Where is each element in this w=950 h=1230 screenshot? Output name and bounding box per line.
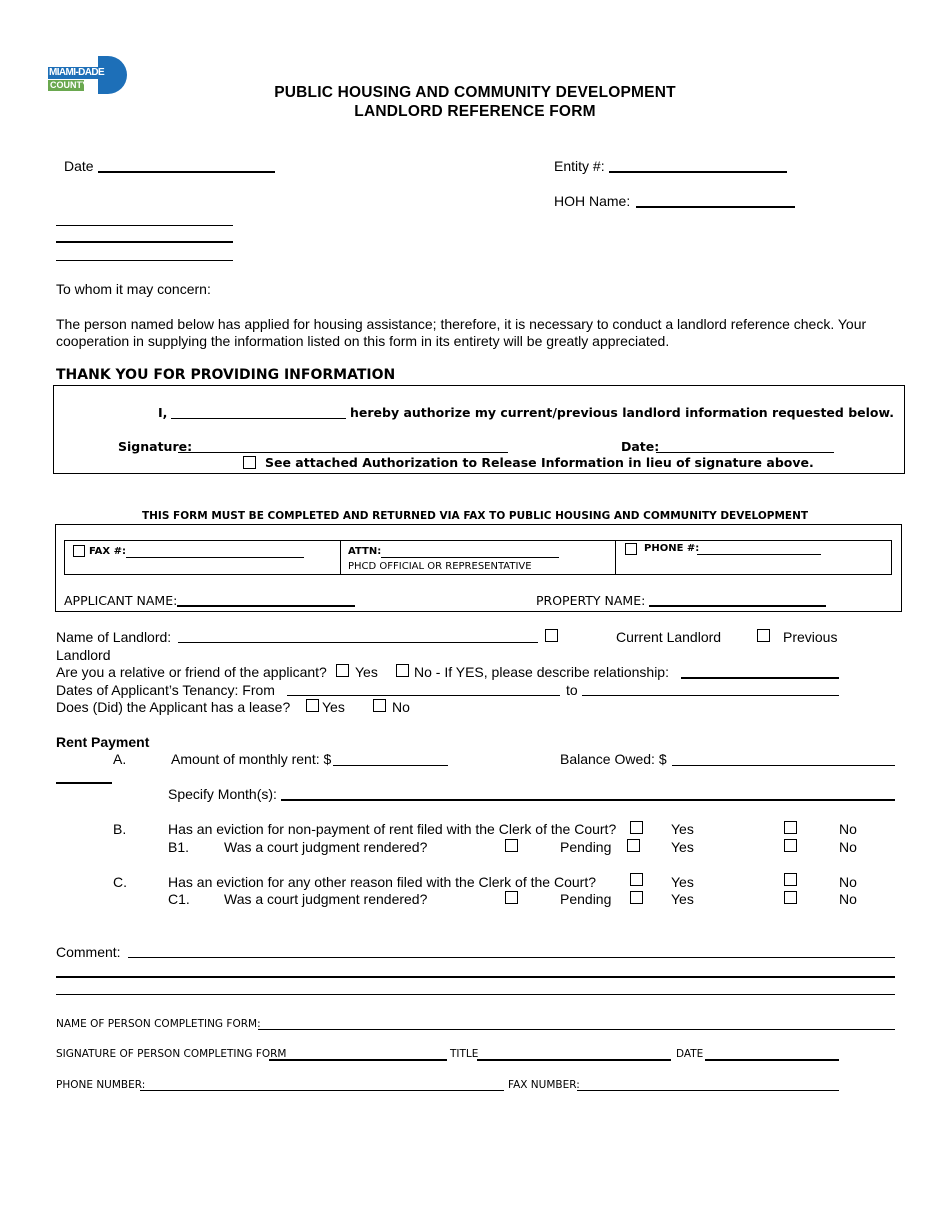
balance-field[interactable] bbox=[672, 765, 895, 766]
fax-divider-1 bbox=[340, 540, 341, 575]
relationship-field[interactable] bbox=[681, 677, 839, 679]
comment-line-2[interactable] bbox=[56, 976, 895, 978]
phcd-label: PHCD OFFICIAL OR REPRESENTATIVE bbox=[348, 561, 532, 572]
address-line-2[interactable] bbox=[56, 241, 233, 243]
page-title: PUBLIC HOUSING AND COMMUNITY DEVELOPMENT bbox=[274, 84, 676, 101]
entity-label: Entity #: bbox=[554, 158, 605, 174]
address-line-1[interactable] bbox=[56, 225, 233, 226]
tenancy-to-label: to bbox=[566, 682, 578, 698]
title-label: TITLE bbox=[450, 1048, 479, 1060]
c1-pending-label: Pending bbox=[560, 891, 612, 907]
auth-date-label: Date: bbox=[621, 439, 660, 454]
b-yes-label: Yes bbox=[671, 821, 694, 837]
page-subtitle: LANDLORD REFERENCE FORM bbox=[354, 103, 596, 120]
c-no-label: No bbox=[839, 874, 857, 890]
footer-date-field[interactable] bbox=[705, 1059, 839, 1061]
logo-line1: MIAMI-DADE bbox=[49, 67, 105, 78]
hoh-field[interactable] bbox=[636, 206, 795, 208]
lease-yes-label: Yes bbox=[322, 699, 345, 715]
letter-body-line1: The person named below has applied for housing assistance; therefore, it is necessary to conduct a landlord reference check. Your bbox=[56, 316, 867, 332]
lease-no-label: No bbox=[392, 699, 410, 715]
footer-date-label: DATE bbox=[676, 1048, 704, 1060]
name-completing-label: NAME OF PERSON COMPLETING FORM: bbox=[56, 1018, 261, 1030]
rent-c-label: C. bbox=[113, 874, 127, 890]
tenancy-label: Dates of Applicant’s Tenancy: From bbox=[56, 682, 275, 698]
rent-b-label: B. bbox=[113, 821, 127, 837]
relative-no-checkbox[interactable] bbox=[396, 664, 409, 677]
auth-date-field[interactable] bbox=[656, 452, 834, 453]
b-no-checkbox[interactable] bbox=[784, 821, 797, 834]
previous-landlord-checkbox[interactable] bbox=[757, 629, 770, 642]
fax-number-label: FAX NUMBER: bbox=[508, 1079, 580, 1091]
rent-c1-label: C1. bbox=[168, 891, 190, 907]
landlord-wrap-label: Landlord bbox=[56, 647, 111, 663]
signature-field[interactable] bbox=[178, 452, 508, 453]
thanks-heading: THANK YOU FOR PROVIDING INFORMATION bbox=[56, 367, 396, 383]
see-attached-checkbox[interactable] bbox=[243, 456, 256, 469]
phone-number-field[interactable] bbox=[140, 1090, 504, 1091]
c1-yes-label: Yes bbox=[671, 891, 694, 907]
c-yes-label: Yes bbox=[671, 874, 694, 890]
greeting: To whom it may concern: bbox=[56, 281, 211, 297]
letter-body-line2: cooperation in supplying the information listed on this form in its entirety will be greatly appreciated. bbox=[56, 333, 670, 349]
attn-field[interactable] bbox=[381, 557, 559, 558]
title-field[interactable] bbox=[477, 1059, 671, 1061]
property-field[interactable] bbox=[649, 605, 826, 607]
rent-heading: Rent Payment bbox=[56, 734, 150, 750]
rent-a-label: A. bbox=[113, 751, 127, 767]
c1-no-checkbox[interactable] bbox=[784, 891, 797, 904]
relative-yes-checkbox[interactable] bbox=[336, 664, 349, 677]
b1-no-checkbox[interactable] bbox=[784, 839, 797, 852]
b1-no-label: No bbox=[839, 839, 857, 855]
balance-label: Balance Owed: $ bbox=[560, 751, 667, 767]
lease-yes-checkbox[interactable] bbox=[306, 699, 319, 712]
fax-label: FAX #: bbox=[89, 546, 126, 557]
lease-no-checkbox[interactable] bbox=[373, 699, 386, 712]
fax-number-field[interactable] bbox=[577, 1090, 839, 1091]
comment-line-1[interactable] bbox=[128, 957, 895, 958]
address-line-3[interactable] bbox=[56, 260, 233, 261]
tenancy-to-field[interactable] bbox=[582, 695, 839, 696]
tenancy-from-field[interactable] bbox=[287, 695, 560, 696]
specify-months-field[interactable] bbox=[281, 799, 895, 801]
auth-i-label: I, bbox=[158, 405, 168, 420]
current-landlord-label: Current Landlord bbox=[616, 629, 722, 645]
b1-judgment-question: Was a court judgment rendered? bbox=[224, 839, 428, 855]
lease-question: Does (Did) the Applicant has a lease? bbox=[56, 699, 291, 715]
applicant-field[interactable] bbox=[177, 605, 355, 607]
comment-line-3[interactable] bbox=[56, 994, 895, 995]
eviction-other-question: Has an eviction for any other reason filed with the Clerk of the Court? bbox=[168, 874, 596, 890]
date-label: Date bbox=[64, 158, 94, 174]
c1-no-label: No bbox=[839, 891, 857, 907]
comment-label: Comment: bbox=[56, 944, 121, 960]
c1-yes-checkbox[interactable] bbox=[630, 891, 643, 904]
fax-checkbox[interactable] bbox=[73, 545, 85, 557]
c-no-checkbox[interactable] bbox=[784, 873, 797, 886]
eviction-nonpayment-question: Has an eviction for non-payment of rent filed with the Clerk of the Court? bbox=[168, 821, 617, 837]
phone-checkbox[interactable] bbox=[625, 543, 637, 555]
signature-label: Signature: bbox=[118, 439, 193, 454]
name-completing-field[interactable] bbox=[258, 1029, 895, 1030]
hoh-label: HOH Name: bbox=[554, 193, 631, 209]
auth-name-field[interactable] bbox=[171, 418, 346, 419]
monthly-rent-field[interactable] bbox=[333, 765, 448, 766]
relative-question: Are you a relative or friend of the applicant? bbox=[56, 664, 327, 680]
b1-pending-label: Pending bbox=[560, 839, 612, 855]
relative-yes-label: Yes bbox=[355, 664, 378, 680]
monthly-rent-label: Amount of monthly rent: $ bbox=[171, 751, 332, 767]
b-yes-checkbox[interactable] bbox=[630, 821, 643, 834]
date-field[interactable] bbox=[98, 171, 275, 173]
specify-months-label: Specify Month(s): bbox=[168, 786, 277, 802]
phone-label: PHONE #: bbox=[644, 543, 700, 554]
property-label: PROPERTY NAME: bbox=[536, 593, 646, 608]
see-attached-label: See attached Authorization to Release Information in lieu of signature above. bbox=[265, 455, 814, 470]
applicant-label: APPLICANT NAME: bbox=[64, 593, 178, 608]
c1-pending-checkbox[interactable] bbox=[505, 891, 518, 904]
auth-statement: hereby authorize my current/previous landlord information requested below. bbox=[350, 405, 894, 420]
phone-number-label: PHONE NUMBER: bbox=[56, 1079, 146, 1091]
signature-completing-field[interactable] bbox=[269, 1059, 447, 1061]
fax-notice: THIS FORM MUST BE COMPLETED AND RETURNED VIA FAX TO PUBLIC HOUSING AND COMMUNITY DEVELOPMENT bbox=[141, 510, 809, 522]
previous-landlord-label: Previous bbox=[783, 629, 838, 645]
b1-yes-label: Yes bbox=[671, 839, 694, 855]
b1-pending-checkbox[interactable] bbox=[505, 839, 518, 852]
rent-a-field[interactable] bbox=[56, 782, 112, 784]
rent-b1-label: B1. bbox=[168, 839, 190, 855]
entity-field[interactable] bbox=[609, 171, 787, 173]
c-yes-checkbox[interactable] bbox=[630, 873, 643, 886]
current-landlord-checkbox[interactable] bbox=[545, 629, 558, 642]
b1-yes-checkbox[interactable] bbox=[627, 839, 640, 852]
landlord-name-field[interactable] bbox=[178, 642, 538, 643]
fax-divider-2 bbox=[615, 540, 616, 575]
fax-field[interactable] bbox=[126, 557, 304, 558]
c1-judgment-question: Was a court judgment rendered? bbox=[224, 891, 428, 907]
attn-label: ATTN: bbox=[348, 546, 382, 557]
landlord-name-label: Name of Landlord: bbox=[56, 629, 172, 645]
logo-line2: COUNTY bbox=[50, 80, 88, 90]
relative-no-label: No - If YES, please describe relationship: bbox=[414, 664, 669, 680]
b-no-label: No bbox=[839, 821, 857, 837]
phone-field[interactable] bbox=[697, 554, 821, 555]
signature-completing-label: SIGNATURE OF PERSON COMPLETING FORM bbox=[56, 1048, 287, 1060]
